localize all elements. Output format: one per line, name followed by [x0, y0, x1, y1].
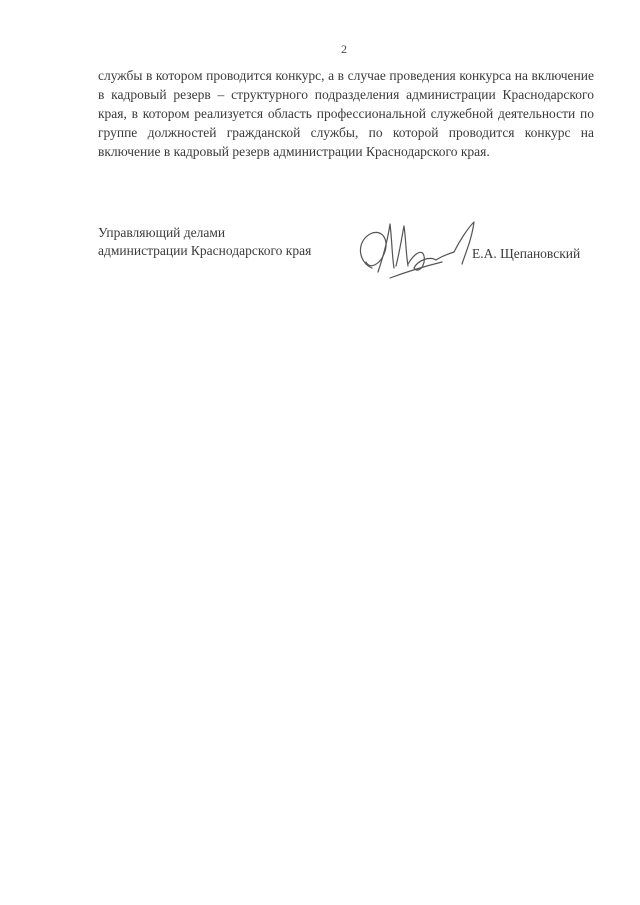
- signer-name: Е.А. Щепановский: [472, 246, 581, 261]
- body-text: [98, 66, 594, 161]
- signer-position: [98, 224, 311, 260]
- handwritten-signature: [344, 210, 484, 285]
- signer-position-line-2: администрации Краснодарского края: [98, 243, 312, 258]
- signer-position-line-1: Управляющий делами: [98, 225, 226, 240]
- page-number: 2: [341, 42, 347, 56]
- paragraph: службы в котором проводится конкурс, а в случае проведения конкурса на включение в кадровый резерв – структурного подразделения администрации Краснодарского края, в котором реализуется область профессиональной служебной деятельности по группе должностей гражданской службы, по которой проводится конкурс на включение в кадровый резерв администрации Краснодарского края.: [98, 68, 594, 159]
